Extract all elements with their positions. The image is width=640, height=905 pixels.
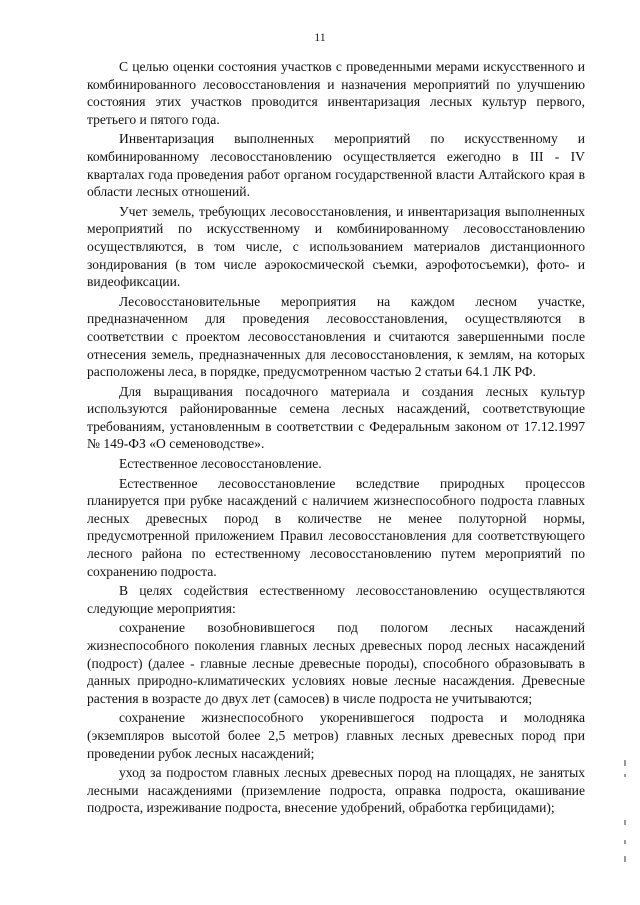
paragraph-natural-reforestation: Естественное лесовосстановление вследствие природных процессов планируется при рубке насаждений с наличием жизнеспособного подроста главных лесных древесных пород в количестве не менее полуторной нормы, предусмотренной приложением Правил лесовосстановления для соответствующего лесного района по естественному лесовосстановлению путем мероприятий по сохранению подроста. (87, 475, 585, 579)
paragraph-inventory-schedule: Инвентаризация выполненных мероприятий по искусственному и комбинированному лесовосстановлению осуществляется ежегодно в III - IV кварталах года проведения работ органом государственной власти Алтайского края в области лесных отношений. (87, 131, 585, 200)
list-item-undergrowth-care: уход за подростом главных лесных древесных пород на площадях, не занятых лесными насаждениями (приземление подроста, оправка подроста, окашивание подроста, изреживание подроста, внесение удобрений, обработка гербицидами); (87, 765, 585, 816)
page-number: 11 (314, 30, 326, 44)
paragraph-inventory-purpose: С целью оценки состояния участков с проведенными мерами искусственного и комбинированного лесовосстановления и назначения мероприятий по улучшению состояния этих участков проводится инвентаризация лесных культур первого, третьего и пятого года. (87, 59, 585, 127)
list-item-preserve-young-growth: сохранение жизнеспособного укоренившегося подроста и молодняка (экземпляров высотой более 2,5 метров) главных лесных древесных пород при проведении рубок лесных насаждений; (87, 710, 585, 761)
document-body (87, 58, 585, 819)
paragraph-reforestation-measures: Лесовосстановительные мероприятия на каждом лесном участке, предназначенном для проведения лесовосстановления, осуществляются в соответствии с проектом лесовосстановления и считаются завершенными после отнесения земель, предназначенных для лесовосстановления, к землям, на которых расположены леса, в порядке, предусмотренном частью 2 статьи 64.1 ЛК РФ. (87, 293, 585, 380)
paragraph-seed-material: Для выращивания посадочного материала и создания лесных культур используются районированные семена лесных насаждений, соответствующие требованиям, установленным в соответствии с Федеральным законом от 17.12.1997 № 149-ФЗ «О семеноводстве». (87, 383, 585, 452)
paragraph-land-accounting: Учет земель, требующих лесовосстановления, и инвентаризация выполненных мероприятий по искусственному и комбинированному лесовосстановлению осуществляются, в том числе, с использованием материалов дистанционного зондирования (в том числе аэрокосмической съемки, аэрофотосъемки), фото- и видеофиксации. (87, 203, 585, 290)
paragraph-assistance-measures: В целях содействия естественному лесовосстановлению осуществляются следующие мероприятия: (87, 583, 585, 616)
list-item-preserve-undergrowth: сохранение возобновившегося под пологом лесных насаждений жизнеспособного поколения главных лесных древесных пород лесных насаждений (подрост) (далее - главные лесные древесные породы), способного образовывать в данных природно-климатических условиях новые лесные насаждения. Древесные растения в возрасте до двух лет (самосев) в числе подроста не учитываются; (87, 620, 585, 706)
paragraph-natural-reforestation-heading: Естественное лесовосстановление. (119, 456, 322, 472)
scan-margin-marks (624, 760, 632, 870)
